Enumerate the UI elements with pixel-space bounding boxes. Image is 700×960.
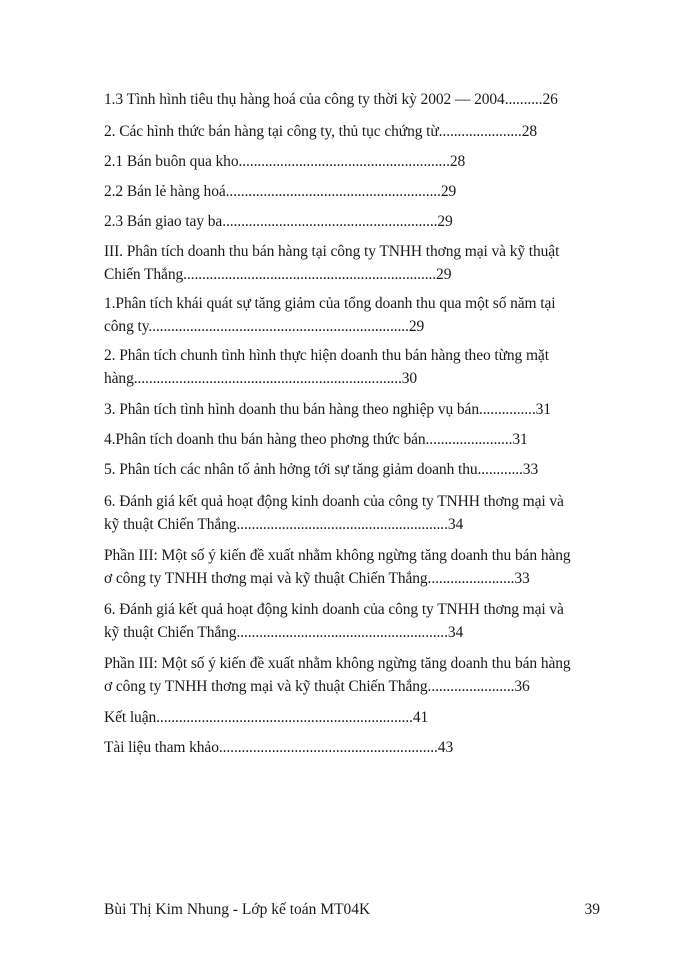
toc-entry-line: hàng.......................................................................30	[104, 370, 418, 387]
toc-entry	[104, 458, 604, 481]
toc-entry-line: 1.3 Tình hình tiêu thụ hàng hoá của công ty thời kỳ 2002 — 2004..........26	[104, 91, 558, 108]
toc-entry	[104, 344, 604, 390]
toc-entry-line: III. Phân tích doanh thu bán hàng tại công ty TNHH thơng mại và kỹ thuật	[104, 243, 560, 260]
toc-entry	[104, 706, 604, 729]
toc-entry	[104, 292, 604, 338]
toc-entry-line: 2.3 Bán giao tay ba.........................................................29	[104, 213, 453, 230]
toc-entry-line: 2.2 Bán lẻ hàng hoá.........................................................29	[104, 183, 457, 200]
page-number: 39	[584, 901, 600, 918]
toc-entry	[104, 544, 604, 590]
toc-entry	[104, 120, 604, 143]
toc-entry	[104, 180, 604, 203]
toc-entry	[104, 598, 604, 644]
toc-entry-line: Chiến Thắng...................................................................29	[104, 266, 452, 283]
toc-entry	[104, 398, 604, 421]
toc-entry-line: 5. Phân tích các nhân tố ảnh hởng tới sự tăng giảm doanh thu............33	[104, 461, 539, 478]
toc-entry-line: Kết luận....................................................................41	[104, 709, 429, 726]
toc-entry	[104, 88, 604, 111]
toc-entry-line: 2.1 Bán buôn qua kho........................................................28	[104, 153, 466, 170]
footer-author: Bùi Thị Kim Nhung - Lớp kế toán MT04K	[104, 901, 371, 918]
toc-entry-line: ơ công ty TNHH thơng mại và kỹ thuật Chiến Thắng.......................33	[104, 570, 530, 587]
toc-entry	[104, 150, 604, 173]
toc-entry-line: công ty.....................................................................29	[104, 318, 425, 335]
toc-entry-line: 2. Các hình thức bán hàng tại công ty, thủ tục chứng từ......................28	[104, 123, 538, 140]
toc-entry-line: 1.Phân tích khái quát sự tăng giảm của tổng doanh thu qua một số năm tại	[104, 295, 556, 312]
toc-entry	[104, 428, 604, 451]
toc-entry-line: Phần III: Một số ý kiến đề xuất nhằm không ngừng tăng doanh thu bán hàng	[104, 547, 571, 564]
toc-entry	[104, 652, 604, 698]
toc-entry	[104, 240, 604, 286]
toc-entry-line: ơ công ty TNHH thơng mại và kỹ thuật Chiến Thắng.......................36	[104, 678, 530, 695]
toc-entry-line: kỹ thuật Chiến Thắng........................................................34	[104, 516, 464, 533]
toc-entry-line: 2. Phân tích chunh tình hình thực hiện doanh thu bán hàng theo từng mặt	[104, 347, 549, 364]
toc-entry-line: kỹ thuật Chiến Thắng........................................................34	[104, 624, 464, 641]
toc-entry-line: 3. Phân tích tình hình doanh thu bán hàng theo nghiệp vụ bán...............31	[104, 401, 551, 418]
toc-entry-line: Tài liệu tham khảo..........................................................43	[104, 739, 454, 756]
toc-entry-line: Phần III: Một số ý kiến đề xuất nhằm không ngừng tăng doanh thu bán hàng	[104, 655, 571, 672]
toc-entry-line: 6. Đánh giá kết quả hoạt động kinh doanh của công ty TNHH thơng mại và	[104, 493, 564, 510]
toc-entry	[104, 490, 604, 536]
toc-entry-line: 6. Đánh giá kết quả hoạt động kinh doanh của công ty TNHH thơng mại và	[104, 601, 564, 618]
toc-entry	[104, 736, 604, 759]
toc-entry	[104, 210, 604, 233]
toc-entry-line: 4.Phân tích doanh thu bán hàng theo phơng thức bán.......................31	[104, 431, 528, 448]
